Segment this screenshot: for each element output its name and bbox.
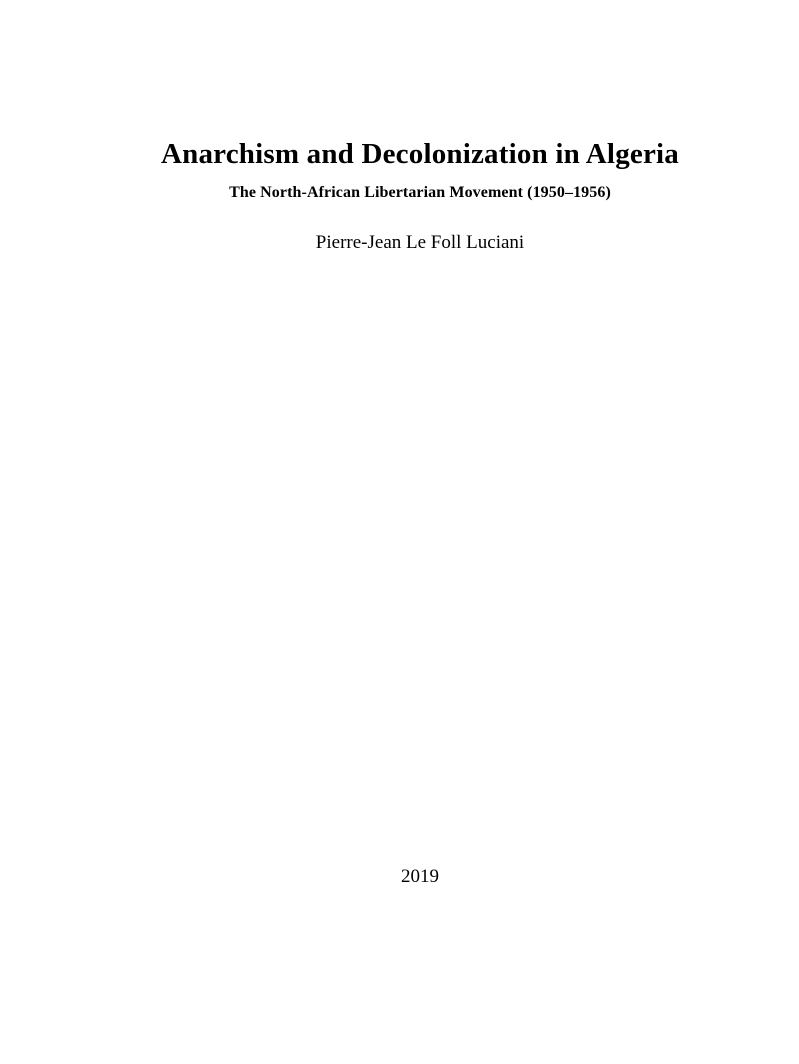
document-year: 2019 [401, 866, 439, 887]
document-author: Pierre-Jean Le Foll Luciani [315, 232, 525, 253]
document-subtitle: The North-African Libertarian Movement (1950–1956) [229, 184, 611, 201]
document-title: Anarchism and Decolonization in Algeria [160, 138, 679, 170]
